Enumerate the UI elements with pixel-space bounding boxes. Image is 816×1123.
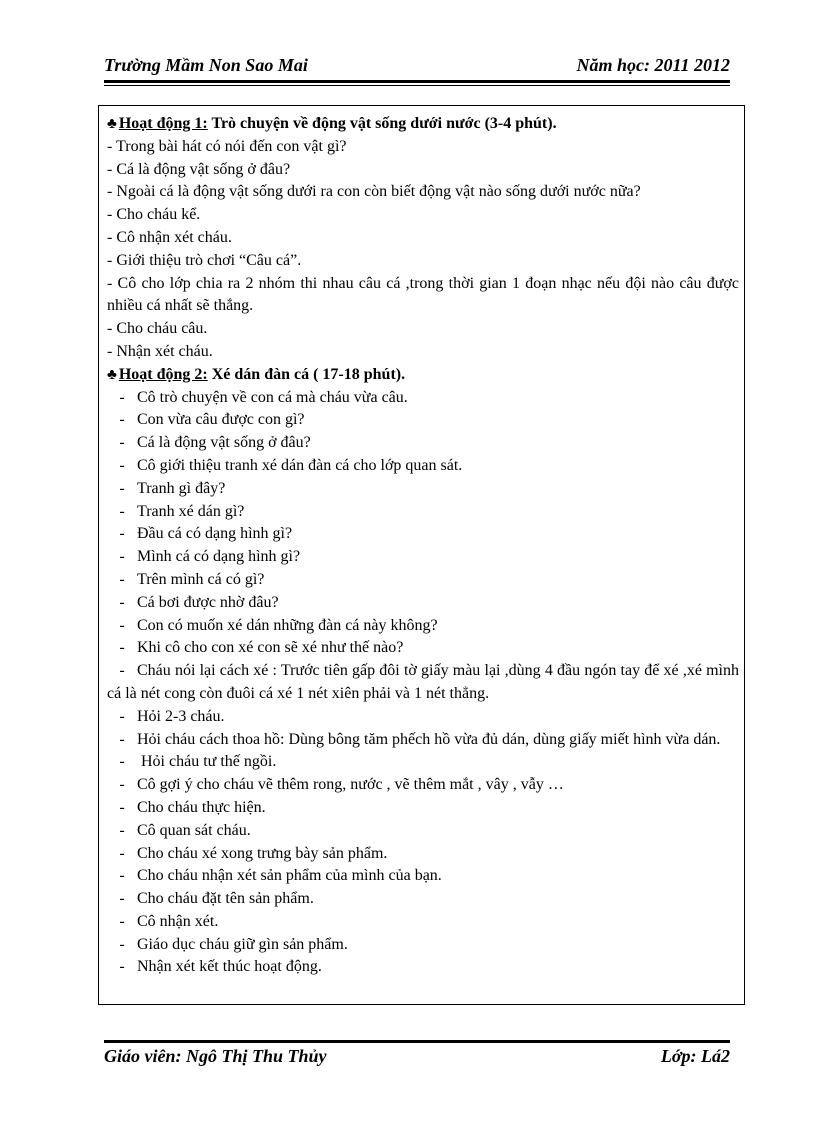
activity2-item [107,956,739,979]
list-dash: - [119,479,125,497]
list-dash: - [119,616,125,634]
club-icon: ♣ [107,116,117,132]
activity1-line: - Cá là động vật sống ở đâu? [107,160,291,178]
activity2-item [107,637,739,660]
activity2-item [107,934,739,957]
page-footer [104,1046,730,1072]
class-name: Lớp: Lá2 [660,1046,730,1066]
list-dash: - [119,639,125,657]
activity2-item [107,546,739,569]
item-text: Cô trò chuyện về con cá mà cháu vừa câu. [137,388,408,406]
activity2-title: Xé dán đàn cá ( 17-18 phút). [207,365,406,383]
activity2-item [107,409,739,432]
activity2-item [107,660,739,706]
activity2-item [107,501,739,524]
activity2-item [107,592,739,615]
list-dash: - [119,456,125,474]
activity1-line: - Cho cháu câu. [107,320,208,338]
list-dash: - [119,912,125,930]
activity1-line: - Cô cho lớp chia ra 2 nhóm thi nhau câu cá ,trong thời gian 1 đoạn nhạc nếu đội nào câu được nhiều cá nhất sẽ thắng. [107,274,739,315]
item-text: Hỏi cháu cách thoa hồ: Dùng bông tăm phếch hồ vừa đủ dán, dùng giấy miết hình vừa dán. [137,730,721,748]
item-text: Giáo dục cháu giữ gìn sản phẩm. [137,935,348,953]
page-header [104,55,730,81]
list-dash: - [119,411,125,429]
item-text: Con vừa câu được con gì? [137,411,305,429]
activity2-item [107,387,739,410]
header-rule-thick [104,80,730,83]
activity1-line: - Nhận xét cháu. [107,342,213,360]
item-text: Cho cháu thực hiện. [137,798,266,816]
activity1-line: - Cô nhận xét cháu. [107,228,232,246]
item-text: Hỏi cháu tư thế ngồi. [137,753,277,771]
list-dash: - [119,570,125,588]
activity2-item [107,432,739,455]
list-dash: - [119,525,125,543]
list-dash: - [119,935,125,953]
activity2-item [107,455,739,478]
footer-rule [104,1040,730,1043]
item-text: Nhận xét kết thúc hoạt động. [137,958,322,976]
list-dash: - [119,730,125,748]
list-dash: - [119,434,125,452]
activity1-line: - Trong bài hát có nói đến con vật gì? [107,137,347,155]
school-name: Trường Mầm Non Sao Mai [104,55,308,75]
activity2-item [107,751,739,774]
activity1-line: - Ngoài cá là động vật sống dưới ra con còn biết động vật nào sống dưới nước nữa? [107,183,641,201]
activity2-item [107,911,739,934]
list-dash: - [119,890,125,908]
activity1-line: - Cho cháu kể. [107,206,201,224]
activity2-item [107,843,739,866]
item-text: Cháu nói lại cách xé : Trước tiên gấp đôi tờ giấy màu lại ,dùng 4 đầu ngón tay để xé ,xé mình cá là nét cong còn đuôi cá xé 1 nét xiên phải và 1 nét thẳng. [107,662,739,702]
activity2-item [107,523,739,546]
activity2-item [107,729,739,752]
lesson-content [107,113,739,979]
item-text: Cho cháu đặt tên sản phẩm. [137,890,314,908]
activity1-line: - Giới thiệu trò chơi “Câu cá”. [107,251,302,269]
item-text: Tranh gì đây? [137,479,226,497]
activity2-label: Hoạt động 2: [118,365,208,383]
activity2-item [107,774,739,797]
item-text: Cá bơi được nhờ đâu? [137,593,279,611]
activity2-heading [107,364,739,387]
item-text: Cô giới thiệu tranh xé dán đàn cá cho lớp quan sát. [137,456,463,474]
list-dash: - [119,958,125,976]
activity2-item [107,865,739,888]
list-dash: - [119,867,125,885]
list-dash: - [119,593,125,611]
activity2-item [107,797,739,820]
activity1-title: Trò chuyện về động vật sống dưới nước (3-4 phút). [207,115,557,132]
item-text: Đầu cá có dạng hình gì? [137,525,293,543]
list-dash: - [119,662,125,680]
header-rule-thin [104,85,730,86]
list-dash: - [119,798,125,816]
item-text: Cho cháu xé xong trưng bày sản phẩm. [137,844,388,862]
list-dash: - [119,502,125,520]
list-dash: - [119,776,125,794]
list-dash: - [119,844,125,862]
item-text: Cô quan sát cháu. [137,821,251,839]
item-text: Mình cá có dạng hình gì? [137,548,301,566]
activity2-item [107,820,739,843]
teacher-name: Giáo viên: Ngô Thị Thu Thủy [104,1046,327,1066]
club-icon: ♣ [107,366,117,383]
activity2-item [107,706,739,729]
activity2-item [107,615,739,638]
item-text: Tranh xé dán gì? [137,502,245,520]
item-text: Trên mình cá có gì? [137,570,265,588]
item-text: Khi cô cho con xé con sẽ xé như thế nào? [137,639,404,657]
activity1-heading [107,113,739,136]
item-text: Hỏi 2-3 cháu. [137,707,225,725]
item-text: Cá là động vật sống ở đâu? [137,434,311,452]
item-text: Con có muốn xé dán những đàn cá này không? [137,616,438,634]
activity2-item [107,569,739,592]
activity2-item [107,478,739,501]
activity1-label: Hoạt động 1: [118,115,208,132]
item-text: Cô nhận xét. [137,912,219,930]
item-text: Cho cháu nhận xét sản phẩm của mình của bạn. [137,867,442,885]
list-dash: - [119,548,125,566]
list-dash: - [119,388,125,406]
list-dash: - [119,821,125,839]
list-dash: - [119,707,125,725]
activity2-item [107,888,739,911]
item-text: Cô gợi ý cho cháu vẽ thêm rong, nước , vẽ thêm mắt , vây , vẫy … [137,776,564,794]
school-year: Năm học: 2011 2012 [576,55,730,75]
list-dash: - [119,753,125,771]
